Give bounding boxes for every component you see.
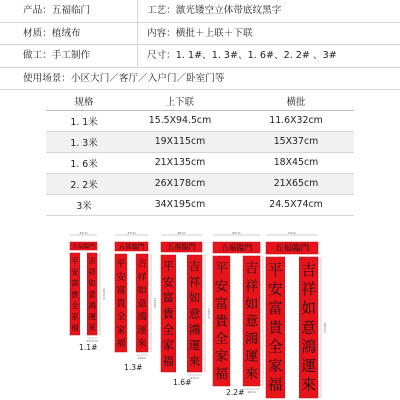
right-couplet-char: 貴 (268, 319, 283, 337)
size-label-1-6: 1.6# (173, 378, 192, 387)
left-couplet-char: 祥 (301, 281, 316, 299)
table-cell-couplet: 15.5X94.5cm (122, 110, 238, 131)
left-couplet-char: 祥 (88, 267, 96, 277)
right-couplet-char: 平 (162, 259, 175, 274)
dimension-bottom-label: 26cm (247, 390, 256, 394)
table-cell-horizontal: 21X65cm (238, 173, 354, 194)
right-couplet-char: 貴 (214, 314, 229, 330)
table-cell-spec: 1. 6米 (46, 152, 122, 173)
right-couplet-char: 平 (71, 256, 79, 266)
right-couplet-char: 家 (214, 349, 229, 365)
table-cell-spec: 3米 (46, 194, 122, 215)
product-info-grid (0, 0, 400, 90)
right-couplet-char: 全 (268, 338, 283, 356)
left-couplet-char: 鴻 (188, 322, 201, 337)
table-row (46, 173, 354, 194)
left-couplet-char: 鴻 (301, 338, 316, 356)
left-couplet-char: 吉 (244, 261, 259, 277)
table-row (46, 131, 354, 152)
right-couplet-char: 全 (71, 300, 79, 310)
left-couplet-char: 意 (88, 289, 96, 299)
right-couplet-char: 福 (116, 338, 126, 350)
left-couplet-char: 鴻 (244, 331, 259, 347)
left-couplet-char: 如 (188, 290, 201, 305)
dimension-side-label: 94.5cm (102, 288, 106, 300)
table-cell-spec: 2. 2米 (46, 173, 122, 194)
left-couplet-char: 如 (88, 278, 96, 288)
right-couplet-char: 平 (116, 258, 126, 270)
dimension-top-label: 65cm (232, 231, 241, 235)
size-table (46, 93, 354, 216)
right-couplet-char: 安 (71, 267, 79, 277)
table-cell-horizontal: 18X45cm (238, 152, 354, 173)
dimension-top-label: 74cm (287, 231, 297, 235)
left-couplet-char: 運 (88, 311, 96, 321)
table-cell-spec: 1. 1米 (46, 110, 122, 131)
right-couplet-char: 福 (214, 367, 229, 383)
table-cell-horizontal: 11.6X32cm (238, 110, 354, 131)
right-couplet-char: 安 (116, 271, 126, 283)
dimension-side-label: 115cm (153, 297, 157, 309)
right-couplet-char: 富 (268, 300, 283, 318)
left-couplet-char: 運 (244, 349, 259, 365)
dimension-top-label: 32cm (79, 231, 88, 235)
right-couplet-char: 富 (214, 296, 229, 312)
right-couplet-char: 家 (268, 357, 283, 375)
right-couplet-char: 安 (214, 279, 229, 295)
table-cell-couplet: 21X135cm (122, 152, 238, 173)
left-couplet-char: 如 (137, 285, 147, 297)
left-couplet-char: 吉 (301, 262, 316, 280)
size-table-header (46, 93, 354, 110)
right-couplet-char: 貴 (116, 298, 126, 310)
right-couplet-char: 貴 (162, 306, 175, 321)
header-spec: 规格 (46, 93, 122, 110)
left-couplet-char: 祥 (188, 274, 201, 289)
left-couplet-char: 鴻 (137, 311, 147, 323)
table-cell-couplet: 26X178cm (122, 173, 238, 194)
horizontal-scroll-text: 五福臨門 (118, 242, 145, 251)
table-row (46, 110, 354, 131)
couplet-size-illustration (58, 226, 348, 396)
material-info: 材质：植绒布 (0, 23, 138, 45)
left-couplet-char: 意 (188, 306, 201, 321)
dimension-side-label: 195cm (323, 322, 327, 333)
right-couplet-char: 平 (268, 262, 283, 280)
right-couplet-char: 福 (268, 376, 283, 394)
left-couplet-char: 吉 (88, 256, 96, 266)
right-couplet-char: 全 (116, 311, 126, 323)
left-couplet-char: 祥 (244, 279, 259, 295)
right-couplet-char: 全 (162, 322, 175, 337)
dimension-top-label: 37cm (127, 231, 136, 235)
right-couplet-char: 全 (214, 331, 229, 347)
making-info: 做工：手工制作 (0, 45, 138, 67)
size-label-1-3: 1.3# (124, 363, 143, 372)
dimension-bottom-label: 15.5cm (86, 339, 98, 343)
horizontal-scroll-text: 五福臨門 (274, 243, 310, 254)
right-couplet-char: 家 (162, 338, 175, 353)
table-row (46, 152, 354, 173)
right-couplet-char: 平 (214, 261, 229, 277)
info-row-1 (0, 0, 400, 23)
right-couplet-char: 富 (116, 285, 126, 297)
info-row-4 (0, 68, 400, 91)
horizontal-scroll-text: 五福臨門 (220, 242, 253, 252)
scene-info: 使用场景：小区大门／客厅／入户门／卧室门等 (23, 72, 225, 84)
table-cell-horizontal: 24.5X74cm (238, 194, 354, 215)
info-row-3 (0, 45, 400, 68)
right-couplet-char: 福 (71, 323, 79, 333)
horizontal-scroll-text: 五福臨門 (167, 242, 196, 252)
left-couplet-char: 吉 (188, 259, 201, 274)
right-couplet-char: 富 (71, 278, 79, 288)
left-couplet-char: 運 (301, 357, 316, 375)
left-couplet-char: 來 (137, 338, 147, 350)
size-label-2-2: 2.2# (226, 388, 245, 397)
left-couplet-char: 來 (188, 353, 201, 368)
table-cell-horizontal: 15X37cm (238, 131, 354, 152)
left-couplet-char: 吉 (137, 258, 147, 270)
left-couplet-char: 運 (137, 324, 147, 336)
left-couplet-char: 意 (137, 298, 147, 310)
right-couplet-char: 富 (162, 290, 175, 305)
right-couplet-char: 家 (116, 324, 126, 336)
right-couplet-char: 福 (162, 353, 175, 368)
table-cell-spec: 1. 3米 (46, 131, 122, 152)
right-couplet-char: 安 (162, 274, 175, 289)
left-couplet-char: 來 (244, 367, 259, 383)
couplet-sets-graphic (58, 226, 348, 396)
left-couplet-char: 意 (301, 319, 316, 337)
content-info: 内容：横批＋上联＋下联 (147, 27, 253, 39)
right-couplet-char: 家 (71, 311, 79, 321)
header-couplet: 上下联 (122, 93, 238, 110)
dimension-bottom-label: 19cm (137, 356, 147, 360)
dimension-bottom-label: 21cm (190, 376, 199, 380)
product-name: 产品：五福临门 (0, 0, 138, 22)
left-couplet-char: 來 (301, 376, 316, 394)
dimension-top-label: 45cm (177, 231, 186, 235)
size-label-1-1: 1.1# (79, 343, 98, 352)
left-couplet-char: 意 (244, 314, 259, 330)
table-row (46, 194, 354, 215)
dimension-side-label: 135cm (207, 308, 211, 319)
right-couplet-char: 安 (268, 281, 283, 299)
header-horizontal: 横批 (238, 93, 354, 110)
left-couplet-char: 鴻 (88, 300, 96, 310)
right-couplet-char: 貴 (71, 289, 79, 299)
table-cell-couplet: 34X195cm (122, 194, 238, 215)
left-couplet-char: 祥 (137, 271, 147, 283)
table-cell-couplet: 19X115cm (122, 131, 238, 152)
horizontal-scroll-text: 五福臨門 (72, 243, 95, 250)
left-couplet-char: 來 (88, 323, 96, 333)
size-info: 尺寸：1. 1#、1. 3#、1. 6#、2. 2# 、3# (147, 50, 337, 61)
info-row-2 (0, 23, 400, 46)
left-couplet-char: 如 (244, 296, 259, 312)
left-couplet-char: 運 (188, 338, 201, 353)
craft-info: 工艺：激光镂空立体带底纹黑字 (147, 5, 282, 16)
left-couplet-char: 如 (301, 300, 316, 318)
